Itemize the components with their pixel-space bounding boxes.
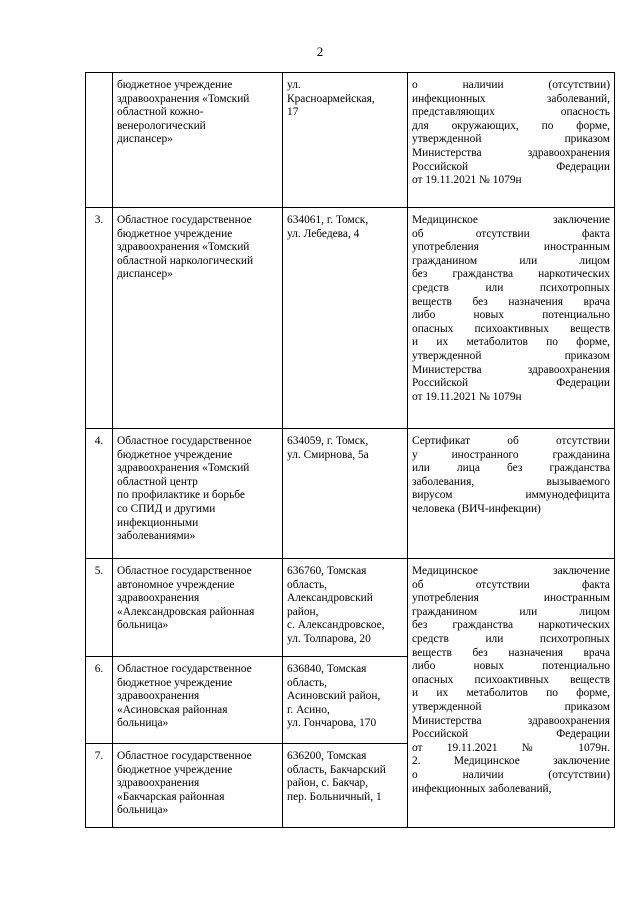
text-line: инфекционных заболеваний, bbox=[412, 92, 610, 105]
text-line: об отсутствии факта bbox=[412, 578, 610, 591]
text-line: Областное государственное bbox=[117, 663, 252, 675]
text-line: Министерства здравоохранения bbox=[412, 146, 610, 159]
text-line: область, bbox=[287, 578, 328, 591]
text-line: 636200, Томская bbox=[287, 750, 367, 762]
text-line: либо новых потенциально bbox=[412, 309, 610, 322]
text-line: Областное государственное bbox=[117, 214, 252, 226]
text-line: Российской Федерации bbox=[412, 377, 610, 390]
text-line: пер. Больничный, 1 bbox=[287, 790, 382, 803]
text-line: без гражданства наркотических bbox=[412, 268, 610, 281]
text-line: без гражданства наркотических bbox=[412, 619, 610, 632]
institution-address bbox=[283, 657, 408, 744]
institution-name bbox=[113, 559, 283, 657]
institution-address bbox=[283, 559, 408, 657]
text-line: от 19.11.2021 № 1079н. bbox=[412, 741, 610, 754]
text-line: область, Бакчарский bbox=[287, 763, 386, 776]
text-line: человека (ВИЧ-инфекции) bbox=[412, 502, 541, 515]
text-line: употребления иностранным bbox=[412, 592, 610, 605]
text-line: ул. Лебедева, 4 bbox=[287, 227, 360, 240]
text-line: «Бакчарская районная bbox=[117, 790, 225, 803]
institution-name bbox=[113, 744, 283, 828]
institution-name bbox=[113, 657, 283, 744]
text-line: бюджетное учреждение bbox=[117, 79, 233, 91]
text-line: бюджетное учреждение bbox=[117, 448, 233, 461]
text-line: и их метаболитов по форме, bbox=[412, 336, 610, 349]
text-line: диспансер» bbox=[117, 133, 173, 146]
text-line: Медицинское заключение bbox=[412, 565, 610, 577]
text-line: ул. Толпарова, 20 bbox=[287, 632, 371, 645]
text-line: венерологический bbox=[117, 119, 206, 132]
institution-address bbox=[283, 744, 408, 828]
table-row bbox=[86, 429, 615, 559]
text-line: больница» bbox=[117, 619, 169, 632]
text-line: заболевания, вызываемого bbox=[412, 475, 610, 488]
text-line: от 19.11.2021 № 1079н bbox=[412, 390, 522, 403]
text-line: 636760, Томская bbox=[287, 565, 367, 577]
text-line: Сертификат об отсутствии bbox=[412, 435, 610, 447]
text-line: автономное учреждение bbox=[117, 578, 235, 591]
text-line: больница» bbox=[117, 717, 169, 730]
text-line: или лица без гражданства bbox=[412, 462, 610, 475]
text-line: «Александровская районная bbox=[117, 605, 255, 618]
institution-address bbox=[283, 73, 408, 208]
page-number: 2 bbox=[316, 44, 324, 59]
text-line: средств или психотропных bbox=[412, 632, 610, 645]
text-line: Александровский bbox=[287, 592, 373, 605]
text-line: ул. Смирнова, 5а bbox=[287, 448, 369, 461]
required-document bbox=[408, 73, 615, 208]
text-line: «Асиновская районная bbox=[117, 703, 228, 716]
text-line: диспансер» bbox=[117, 268, 173, 281]
row-number bbox=[86, 73, 113, 208]
text-line: веществ без назначения врача bbox=[412, 295, 610, 308]
institution-address bbox=[283, 208, 408, 429]
text-line: здравоохранения bbox=[117, 592, 200, 605]
text-line: 17 bbox=[287, 106, 299, 119]
text-line: Министерства здравоохранения bbox=[412, 714, 610, 727]
text-line: район, с. Бакчар, bbox=[287, 777, 369, 790]
text-line: от 19.11.2021 № 1079н bbox=[412, 174, 522, 187]
text-line: употребления иностранным bbox=[412, 241, 610, 254]
institution-name bbox=[113, 208, 283, 429]
text-line: средств или психотропных bbox=[412, 281, 610, 294]
text-line: район, bbox=[287, 605, 319, 618]
text-line: областной кожно- bbox=[117, 106, 204, 119]
required-document bbox=[408, 429, 615, 559]
text-line: веществ без назначения врача bbox=[412, 646, 610, 659]
text-line: утвержденной приказом bbox=[412, 133, 610, 146]
text-line: вирусом иммунодефицита bbox=[412, 489, 610, 502]
text-line: об отсутствии факта bbox=[412, 227, 610, 240]
text-line: о наличии (отсутствии) bbox=[412, 79, 610, 91]
text-line: бюджетное учреждение bbox=[117, 227, 233, 240]
text-line: больница» bbox=[117, 804, 169, 817]
text-line: Медицинское заключение bbox=[412, 214, 610, 226]
required-document bbox=[408, 208, 615, 429]
text-line: бюджетное учреждение bbox=[117, 763, 233, 776]
text-line: Российской Федерации bbox=[412, 728, 610, 741]
text-line: с. Александровское, bbox=[287, 619, 385, 632]
institution-name bbox=[113, 429, 283, 559]
text-line: Министерства здравоохранения bbox=[412, 363, 610, 376]
text-line: ул. bbox=[287, 79, 301, 91]
text-line: Областное государственное bbox=[117, 750, 252, 762]
text-line: ул. Гончарова, 170 bbox=[287, 717, 377, 730]
institutions-table bbox=[85, 72, 615, 828]
text-line: гражданином или лицом bbox=[412, 605, 610, 618]
institution-name bbox=[113, 73, 283, 208]
text-line: 634059, г. Томск, bbox=[287, 435, 369, 447]
text-line: гражданином или лицом bbox=[412, 254, 610, 267]
text-line: инфекционных заболеваний, bbox=[412, 782, 552, 795]
text-line: опасных психоактивных веществ bbox=[412, 322, 610, 335]
text-line: здравоохранения bbox=[117, 690, 200, 703]
text-line: здравоохранения bbox=[117, 777, 200, 790]
text-line: представляющих опасность bbox=[412, 106, 610, 119]
text-line: либо новых потенциально bbox=[412, 660, 610, 673]
text-line: о наличии (отсутствии) bbox=[412, 768, 610, 781]
text-line: Областное государственное bbox=[117, 435, 252, 447]
text-line: заболеваниями» bbox=[117, 530, 196, 543]
text-line: Асиновский район, bbox=[287, 690, 381, 703]
text-line: Красноармейская, bbox=[287, 92, 375, 105]
row-number: 3. bbox=[86, 208, 113, 429]
required-document-merged bbox=[408, 559, 615, 828]
text-line: утвержденной приказом bbox=[412, 349, 610, 362]
text-line: у иностранного гражданина bbox=[412, 448, 610, 461]
text-line: областной центр bbox=[117, 475, 198, 488]
row-number: 7. bbox=[86, 744, 113, 828]
text-line: 2. Медицинское заключение bbox=[412, 755, 610, 768]
table-row bbox=[86, 559, 615, 657]
row-number: 4. bbox=[86, 429, 113, 559]
text-line: по профилактике и борьбе bbox=[117, 489, 245, 502]
text-line: Областное государственное bbox=[117, 565, 252, 577]
text-line: инфекционными bbox=[117, 516, 199, 529]
table-row bbox=[86, 208, 615, 429]
institution-address bbox=[283, 429, 408, 559]
text-line: здравоохранения «Томский bbox=[117, 92, 250, 105]
text-line: бюджетное учреждение bbox=[117, 676, 233, 689]
text-line: 636840, Томская bbox=[287, 663, 367, 675]
text-line: со СПИД и другими bbox=[117, 502, 216, 515]
text-line: для окружающих, по форме, bbox=[412, 119, 610, 132]
text-line: г. Асино, bbox=[287, 703, 330, 716]
row-number: 6. bbox=[86, 657, 113, 744]
table-row bbox=[86, 73, 615, 208]
text-line: и их метаболитов по форме, bbox=[412, 687, 610, 700]
text-line: область, bbox=[287, 676, 328, 689]
text-line: здравоохранения «Томский bbox=[117, 241, 250, 254]
text-line: Российской Федерации bbox=[412, 160, 610, 173]
text-line: здравоохранения «Томский bbox=[117, 462, 250, 475]
text-line: утвержденной приказом bbox=[412, 700, 610, 713]
row-number: 5. bbox=[86, 559, 113, 657]
text-line: 634061, г. Томск, bbox=[287, 214, 369, 226]
text-line: областной наркологический bbox=[117, 254, 254, 267]
text-line: опасных психоактивных веществ bbox=[412, 673, 610, 686]
